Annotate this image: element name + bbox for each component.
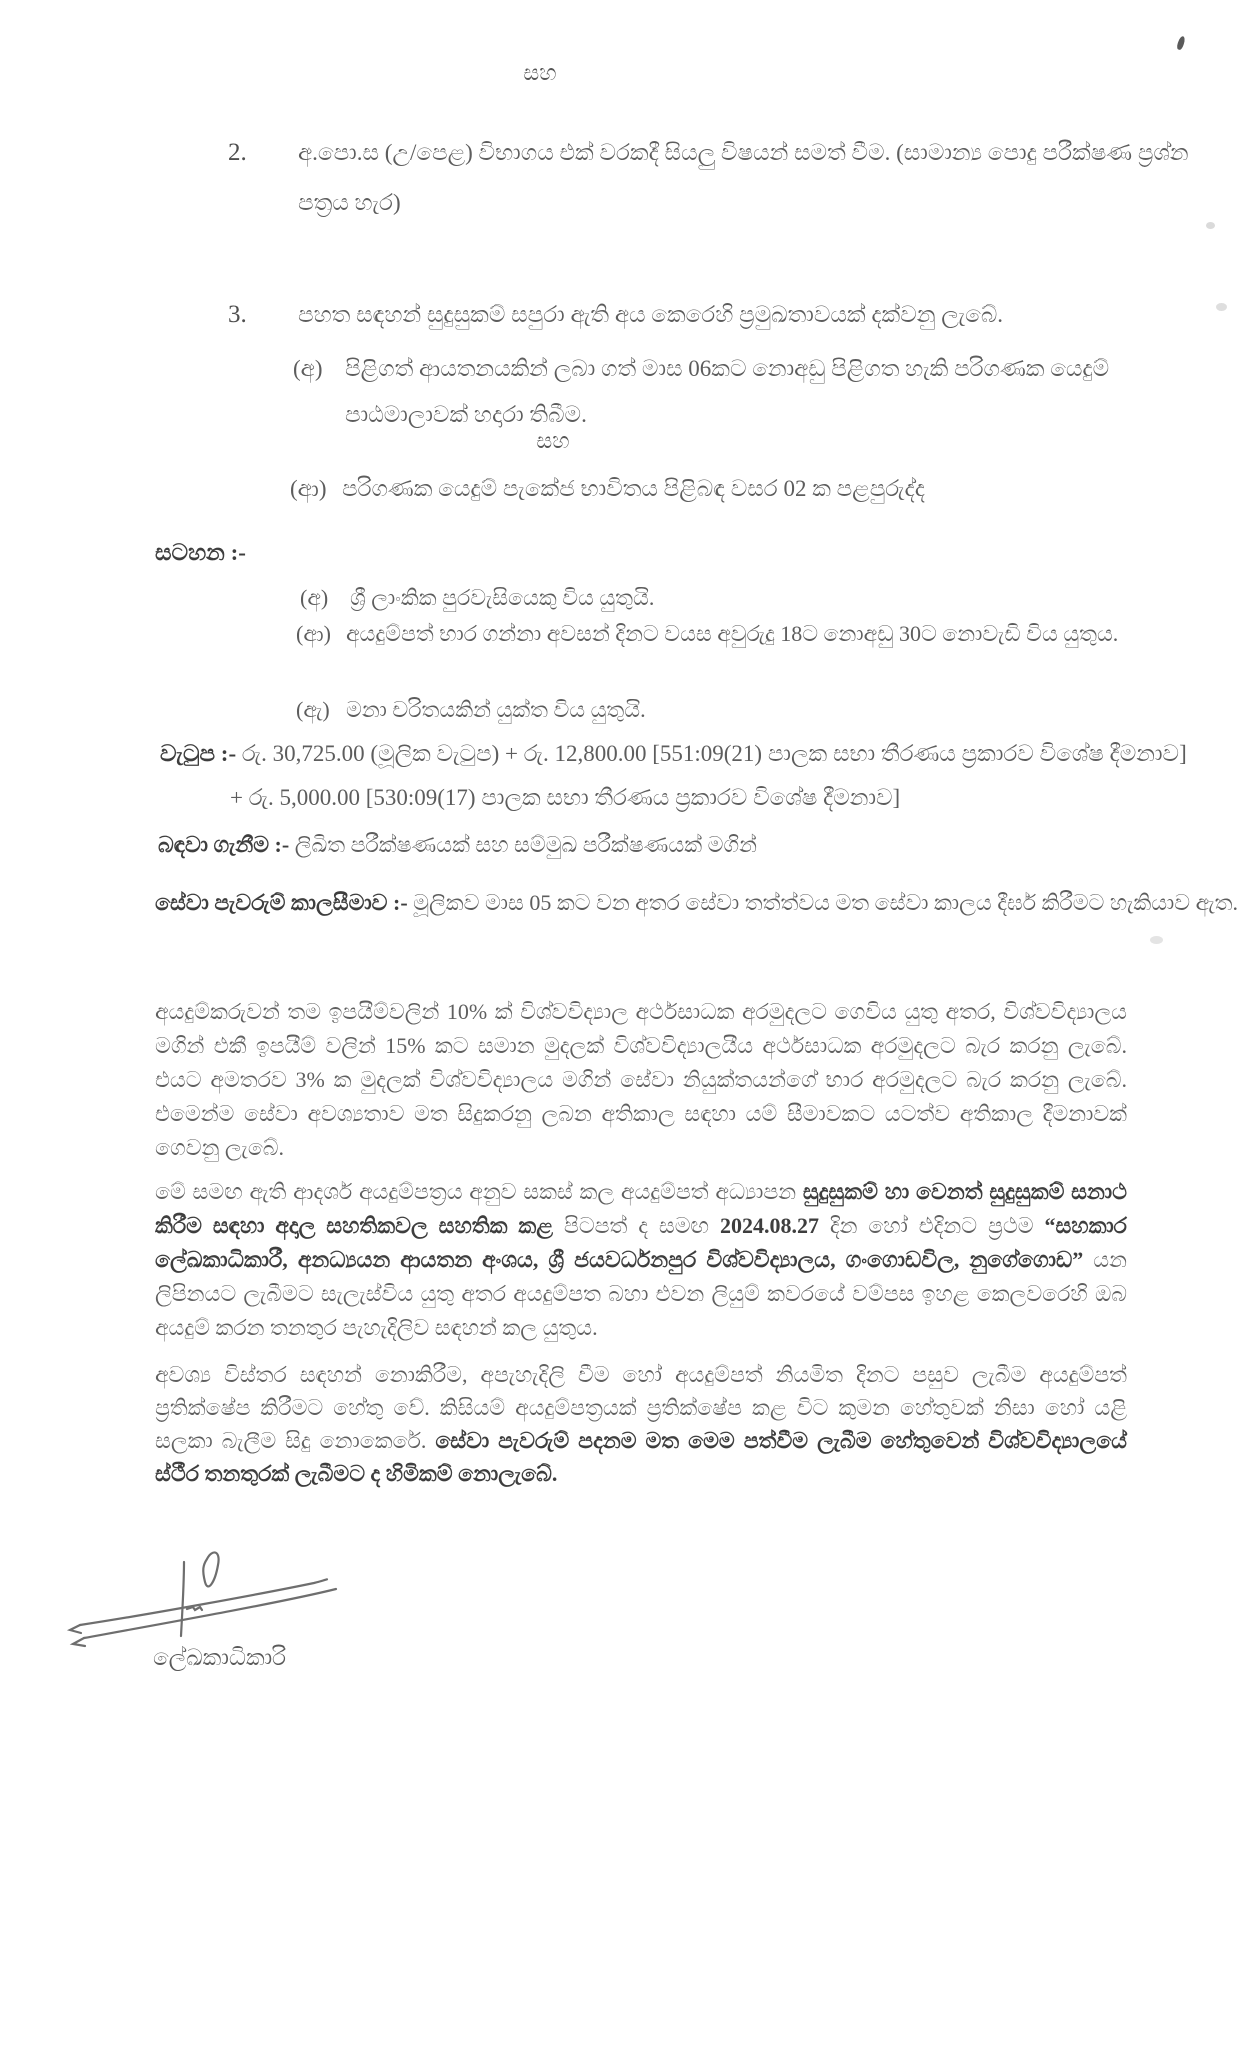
rejection-terms-paragraph bbox=[155, 1358, 1127, 1490]
sub-item-label: (ආ) bbox=[290, 476, 327, 501]
conjunction-middle: සහ bbox=[536, 428, 570, 453]
list-item-3 bbox=[228, 290, 1208, 340]
salary-label: වැටුප :- bbox=[160, 741, 237, 766]
sub-item-b bbox=[290, 466, 1202, 512]
note-label: (ආ) bbox=[296, 621, 331, 646]
scan-artifact bbox=[1206, 222, 1215, 229]
recruitment-text: ලිඛිත පරීක්ෂණයක් සහ සම්මුඛ පරීක්ෂණයක් මගින් bbox=[294, 832, 757, 857]
paragraph-segment: දින හෝ එදිනට ප්‍රථම bbox=[818, 1213, 1045, 1238]
item-number: 2. bbox=[228, 139, 247, 166]
paragraph-segment: මේ සමඟ ඇති ආදර්ශ අයදුම්පත්‍රය අනුව සකස් කල අයදුම්පත් අධ්‍යාපන bbox=[155, 1179, 803, 1204]
postal-address: “සහකාර ලේඛකාධිකාරී, අනධ්‍යයන ආයතන අංශය, ශ්‍රී ජයවර්ධනපුර විශ්වවිද්‍යාලය, ගංගොඩවිල, නුගේගොඩ” bbox=[155, 1213, 1127, 1272]
sub-item-text: පිළිගත් ආයතනයකින් ලබා ගත් මාස 06කට නොඅඩු පිළිගත හැකි පරිගණක යෙදුම් පාඨමාලාවක් හදාරා තිබීම. bbox=[345, 356, 1110, 427]
signature-scribble bbox=[66, 1548, 366, 1648]
assignment-period-label: සේවා පැවරුම් කාලසීමාව :- bbox=[155, 890, 408, 915]
provident-fund-paragraph: අයදුම්කරුවන් තම ඉපයීම්වලින් 10% ක් විශ්වවිද්‍යාල අර්ථසාධක අරමුදලට ගෙවිය යුතු අතර, විශ්වවිද්‍යාලය මගින් එකී ඉපයීම් වලින් 15% කට සමාන මුදලක් විශ්වවිද්‍යාලයීය අර්ථසාධක අරමුදලට බැර කරනු ලැබේ. එයට අමතරව 3% ක මුදලක් විශ්වවිද්‍යාලය මගින් සේවා නියුක්තයන්ගේ භාර අරමුදලට බැර කරනු ලැබේ. එමෙන්ම සේවා අවශ්‍යතාව මත සිදුකරනු ලබන අතිකාල සඳහා යම් සීමාවකට යටත්ව අතිකාල දීමනාවක් ගෙවනු ලැබේ. bbox=[155, 999, 1127, 1160]
recruitment-section bbox=[158, 832, 1133, 858]
item-text: අ.පො.ස (උ/පෙළ) විභාගය එක් වරකදී සියලු විෂයන් සමත් වීම. (සාමාන්‍ය පොදු පරීක්ෂණ ප්‍රශ්න පත්‍රය හැර) bbox=[298, 140, 1189, 215]
paragraph-segment: යන ලිපිනයට ලැබීමට සැලැස්විය යුතු අතර අයදුම්පත බහා එවන ලියුම් කවරයේ වම්පස ඉහළ කෙලවරෙහි ඔබ අයදුම් කරන තනතුර පැහැදිලිව සඳහන් කල යුතුය. bbox=[155, 1247, 1127, 1340]
list-item-2 bbox=[228, 128, 1218, 228]
paragraph-segment-bold: සුදුසුකම් හා වෙනත් සුදුසුකම් සනාථ කිරීම සඳහා අදාල සහතිකවල සහතික කළ bbox=[155, 1179, 1127, 1238]
paragraph-segment: පිටපත් ද සමඟ bbox=[553, 1213, 720, 1238]
closing-date: 2024.08.27 bbox=[719, 1213, 819, 1238]
assignment-period-section bbox=[155, 882, 1243, 924]
note-item-a bbox=[300, 580, 1182, 616]
sub-item-a bbox=[293, 346, 1185, 438]
application-instructions-paragraph bbox=[155, 1175, 1127, 1345]
note-text: ශ්‍රී ලාංකික පුරවැසියෙකු විය යුතුයි. bbox=[350, 585, 655, 610]
scan-artifact bbox=[1176, 35, 1186, 50]
scan-artifact bbox=[1150, 936, 1163, 944]
sub-item-text: පරිගණක යෙදුම් පැකේජ භාවිතය පිළිබඳ වසර 02 ක පළපුරුද්ද bbox=[342, 476, 925, 501]
item-number: 3. bbox=[228, 301, 247, 328]
assignment-period-text: මූලිකව මාස 05 කට වන අතර සේවා තත්ත්වය මත සේවා කාලය දීර්ඝ කිරීමට හැකියාව ඇත. bbox=[413, 890, 1239, 915]
signatory-role: ලේඛකාධිකාරි bbox=[153, 1645, 287, 1670]
note-label: (අ) bbox=[300, 585, 329, 610]
recruitment-label: බඳවා ගැනීම :- bbox=[158, 832, 290, 857]
sub-item-label: (අ) bbox=[293, 356, 323, 381]
note-text: මනා චරිතයකින් යුක්ත විය යුතුයි. bbox=[346, 697, 646, 722]
paragraph-segment-bold: සේවා පැවරුම් පදනම මත මෙම පත්වීම ලැබීම හේතුවෙන් විශ්වවිද්‍යාලයේ ස්ථීර තනතුරක් ලැබීමට ද හිමිකම් නොලැබේ. bbox=[155, 1428, 1127, 1486]
salary-section bbox=[160, 732, 1198, 820]
conjunction-top: සහ bbox=[523, 60, 557, 85]
note-label: (ඇ) bbox=[296, 697, 330, 722]
salary-text: රු. 30,725.00 (මූලික වැටුප) + රු. 12,800.00 [551:09(21) පාලක සභා තීරණය ප්‍රකාරව විශේෂ දීමනාව] + රු. 5,000.00 [530:09(17) පාලක සභා තීරණය ප්‍රකාරව විශේෂ දීමනාව] bbox=[230, 741, 1187, 810]
note-text: අයදුම්පත් භාර ගන්නා අවසන් දිනට වයස අවුරුදු 18ට නොඅඩු 30ට නොවැඩි විය යුතුය. bbox=[346, 621, 1119, 646]
notes-heading: සටහන :- bbox=[155, 540, 246, 565]
scan-artifact bbox=[1216, 303, 1227, 311]
paragraph-segment: අවශ්‍ය විස්තර සඳහන් නොකිරීම, අපැහැදිලි වීම හෝ අයදුම්පත් නියමිත දිනට පසුව ලැබීම අයදුම්පත් ප්‍රතික්ෂේප කිරීමට හේතු වේ. කිසියම් අයදුම්පත්‍රයක් ප්‍රතික්ෂේප කළ විට කුමන හේතුවක් නිසා හෝ යළි සලකා බැලීම සිදු නොකෙරේ. bbox=[155, 1362, 1127, 1453]
note-item-c bbox=[296, 692, 1188, 728]
item-text: පහත සඳහන් සුදුසුකම් සපුරා ඇති අය කෙරෙහි ප්‍රමුඛතාවයක් දක්වනු ලැබේ. bbox=[298, 302, 1004, 327]
note-item-b bbox=[296, 616, 1188, 652]
